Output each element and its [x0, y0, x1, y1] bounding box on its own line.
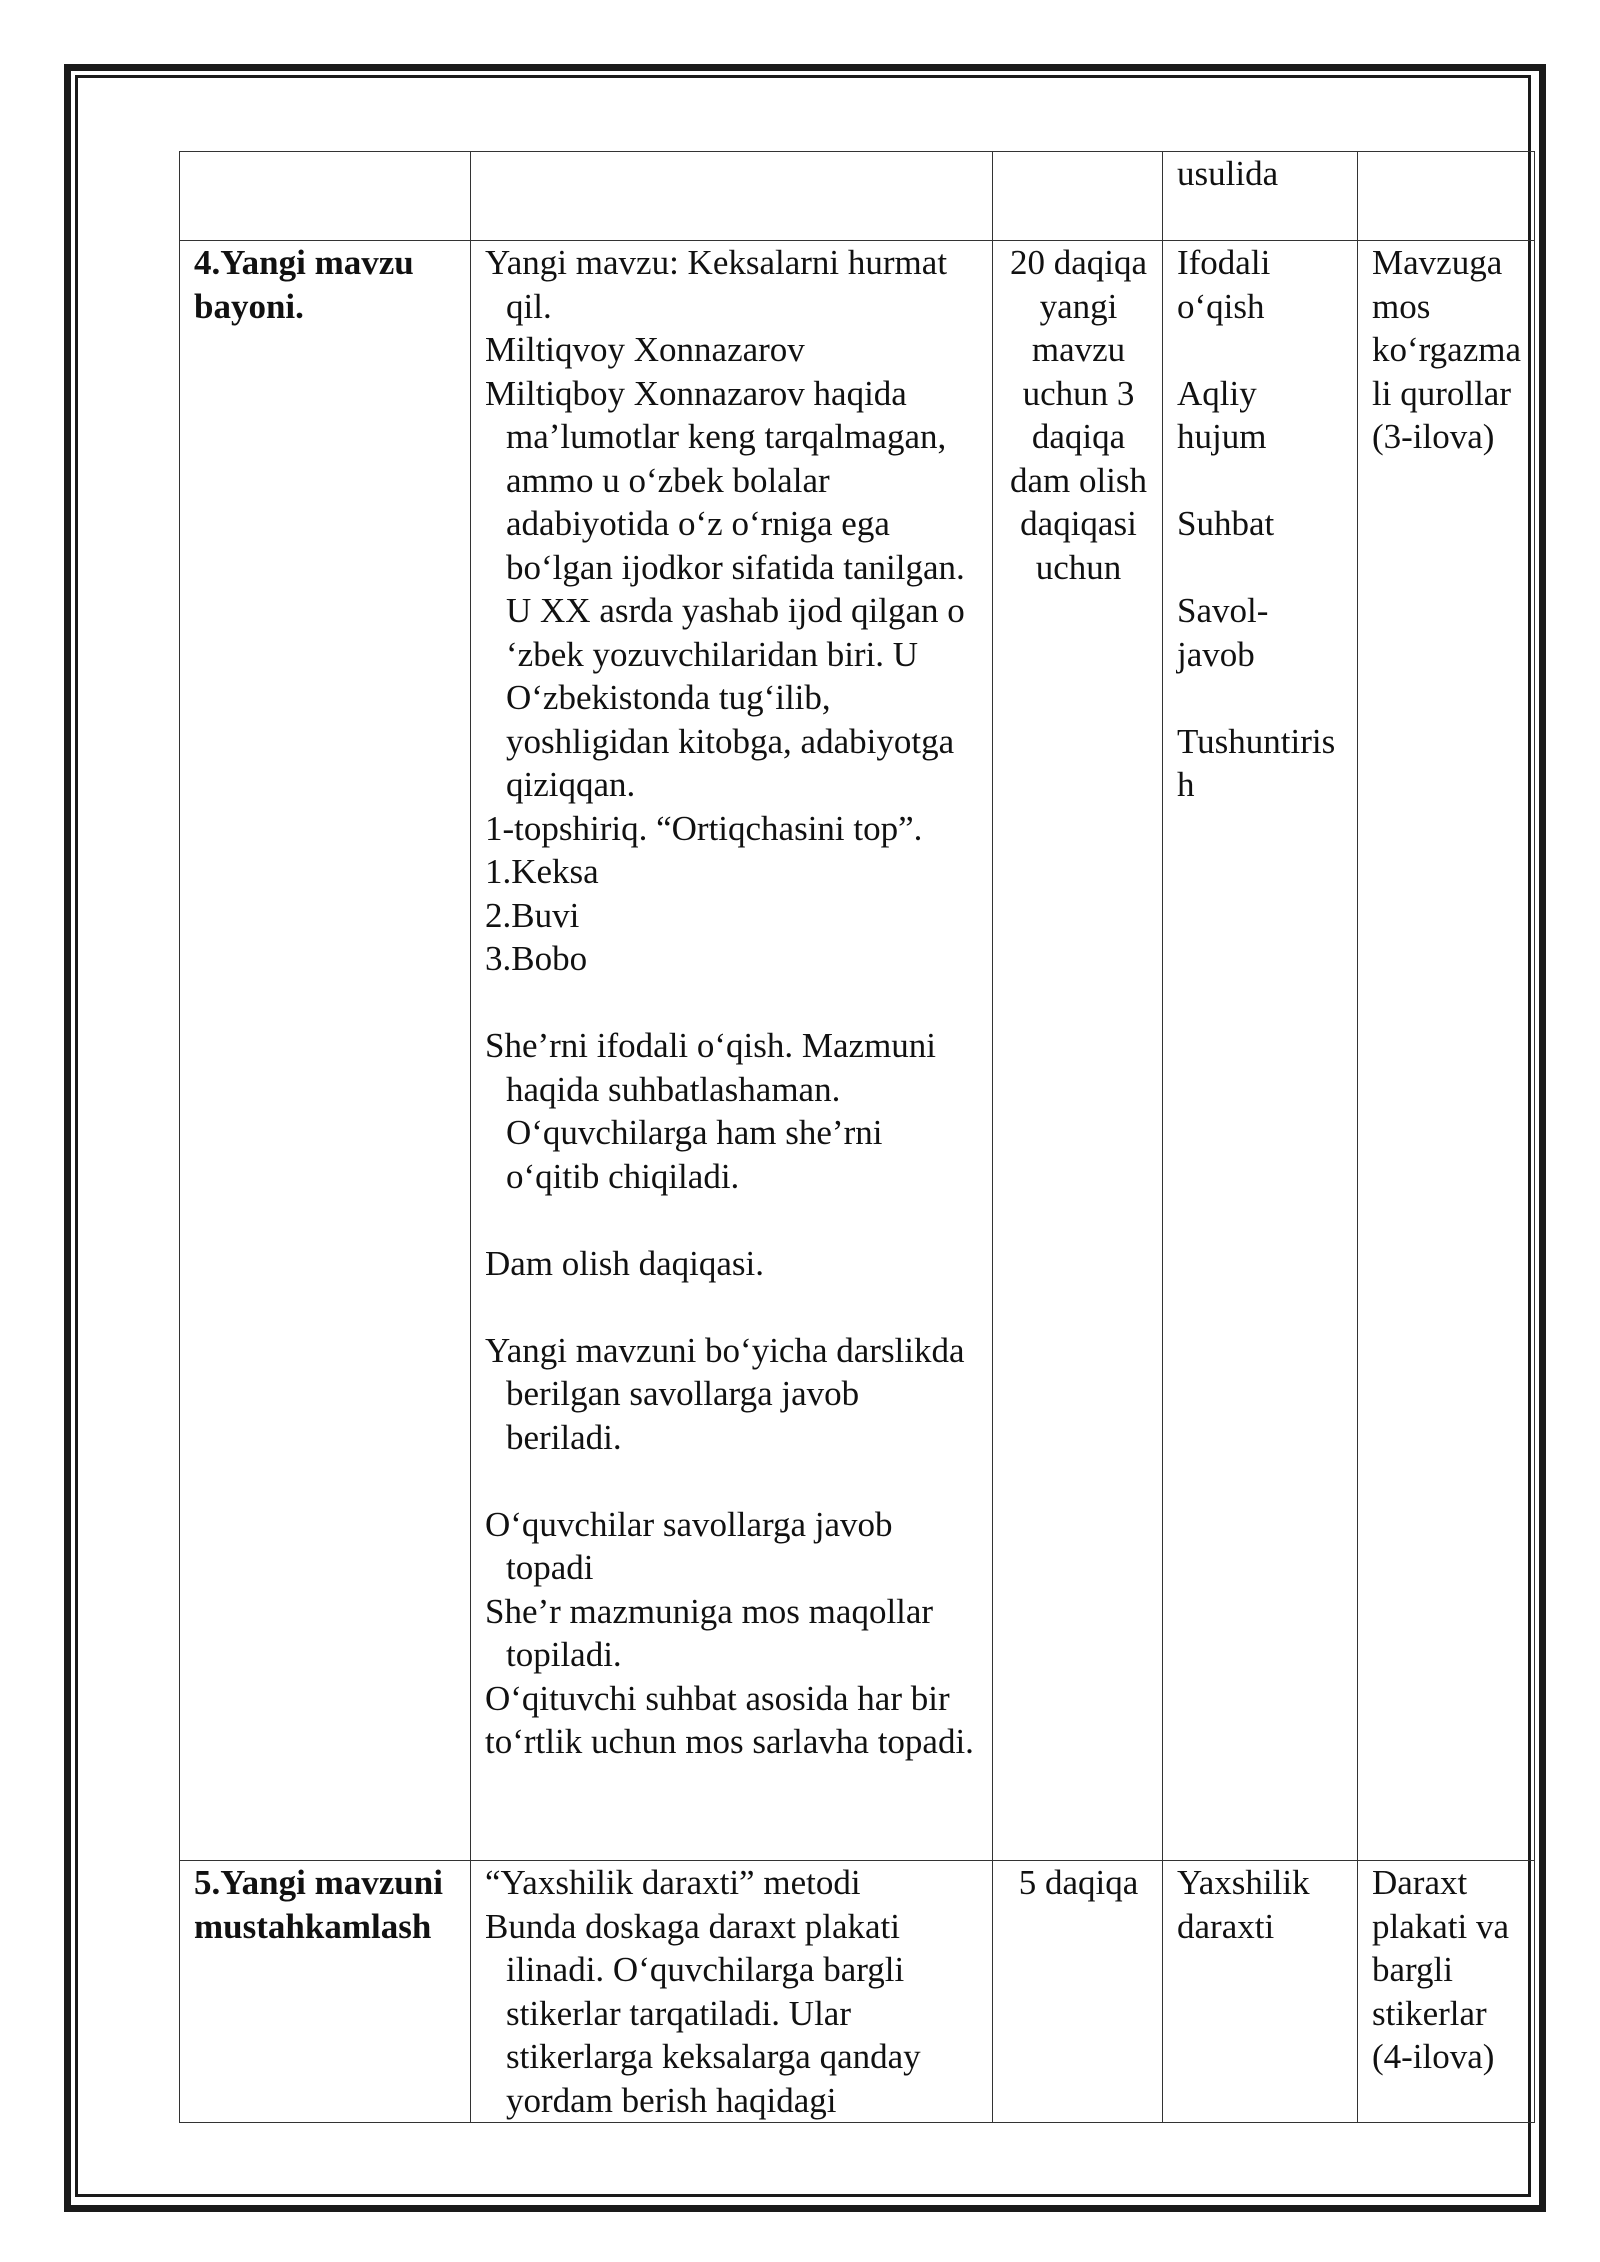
- method-line: usulida: [1177, 154, 1279, 193]
- content-paragraph: “Yaxshilik daraxti” metodi: [485, 1863, 861, 1902]
- tools-cell: Mavzuga mos koʻrgazmali qurollar (3-ilova): [1358, 241, 1535, 1861]
- list-item: 1.Keksa: [485, 852, 599, 891]
- content-paragraph: She’r mazmuniga mos maqollar topiladi.: [485, 1591, 934, 1674]
- content-cell: [471, 1861, 993, 2123]
- method-line: Ifodali oʻqish: [1177, 243, 1271, 326]
- blank-line: [485, 1285, 980, 1329]
- content-paragraph: 1-topshiriq. “Ortiqchasini top”.: [485, 808, 923, 848]
- tools-cell: [1358, 152, 1535, 241]
- stage-cell: 5.Yangi mavzuni mustahkamlash: [180, 1861, 471, 2123]
- content-paragraph: She’rni ifodali oʻqish. Mazmuni haqida suhbatlashaman. Oʻquvchilarga ham she’rni oʻqitib chiqiladi.: [485, 1026, 937, 1196]
- blank-line: [1177, 676, 1345, 720]
- method-line: Savol-javob: [1177, 591, 1269, 674]
- table-row-reinforcement: [180, 1861, 1535, 2123]
- method-cell: [1163, 241, 1358, 1861]
- method-cell: [1163, 1861, 1358, 2123]
- content-paragraph: Bunda doskaga daraxt plakati ilinadi. Oʻquvchilarga bargli stikerlar tarqatiladi. Ular stikerlarga keksalarga qanday yordam berish haqidagi: [485, 1906, 921, 2120]
- blank-line: [1177, 328, 1345, 372]
- content-paragraph: Oʻqituvchi suhbat asosida har bir toʻrtlik uchun mos sarlavha topadi.: [485, 1678, 974, 1761]
- content-paragraph: Dam olish daqiqasi.: [485, 1243, 764, 1283]
- blank-line: [1177, 459, 1345, 503]
- table-row-new-topic: [180, 241, 1535, 1861]
- content-paragraph: Miltiqvoy Xonnazarov: [485, 330, 805, 369]
- time-cell: [993, 152, 1163, 241]
- list-item: 3.Bobo: [485, 939, 588, 978]
- content-cell: [471, 152, 993, 241]
- lesson-plan-table: [179, 151, 1535, 2123]
- stage-cell: [180, 152, 471, 241]
- content-paragraph: Yangi mavzuni boʻyicha darslikda berilgan savollarga javob beriladi.: [485, 1330, 965, 1457]
- time-cell: 5 daqiqa: [993, 1861, 1163, 2123]
- content-paragraph: Miltiqboy Xonnazarov haqida maʼlumotlar keng tarqalmagan, ammo u oʻzbek bolalar adabiyotida oʻz oʻrniga ega boʻlgan ijodkor sifatida tanilgan. U XX asrda yashab ijod qilgan o ʻzbek yozuvchilaridan biri. U Oʻzbekistonda tugʻilib, yoshligidan kitobga, adabiyotga qiziqqan.: [485, 373, 965, 804]
- list-item: 2.Buvi: [485, 895, 580, 935]
- content-paragraph: Oʻquvchilar savollarga javob topadi: [485, 1504, 893, 1587]
- method-line: Aqliy hujum: [1177, 373, 1267, 456]
- time-cell: 20 daqiqa yangi mavzu uchun 3 daqiqa dam olish daqiqasi uchun: [993, 241, 1163, 1861]
- table-row-continuation: [180, 152, 1535, 241]
- method-cell: [1163, 152, 1358, 241]
- blank-line: [485, 1198, 980, 1242]
- stage-cell: 4.Yangi mavzu bayoni.: [180, 241, 471, 1861]
- content-paragraph: Yangi mavzu: Keksalarni hurmat qil.: [485, 243, 948, 326]
- content-cell: [471, 241, 993, 1861]
- blank-line: [485, 1459, 980, 1503]
- blank-line: [1177, 546, 1345, 590]
- method-line: Suhbat: [1177, 504, 1275, 543]
- tools-cell: Daraxt plakati va bargli stikerlar (4-ilova): [1358, 1861, 1535, 2123]
- method-line: Yaxshilik daraxti: [1177, 1863, 1310, 1946]
- blank-line: [485, 981, 980, 1025]
- method-line: Tushuntirish: [1177, 721, 1336, 804]
